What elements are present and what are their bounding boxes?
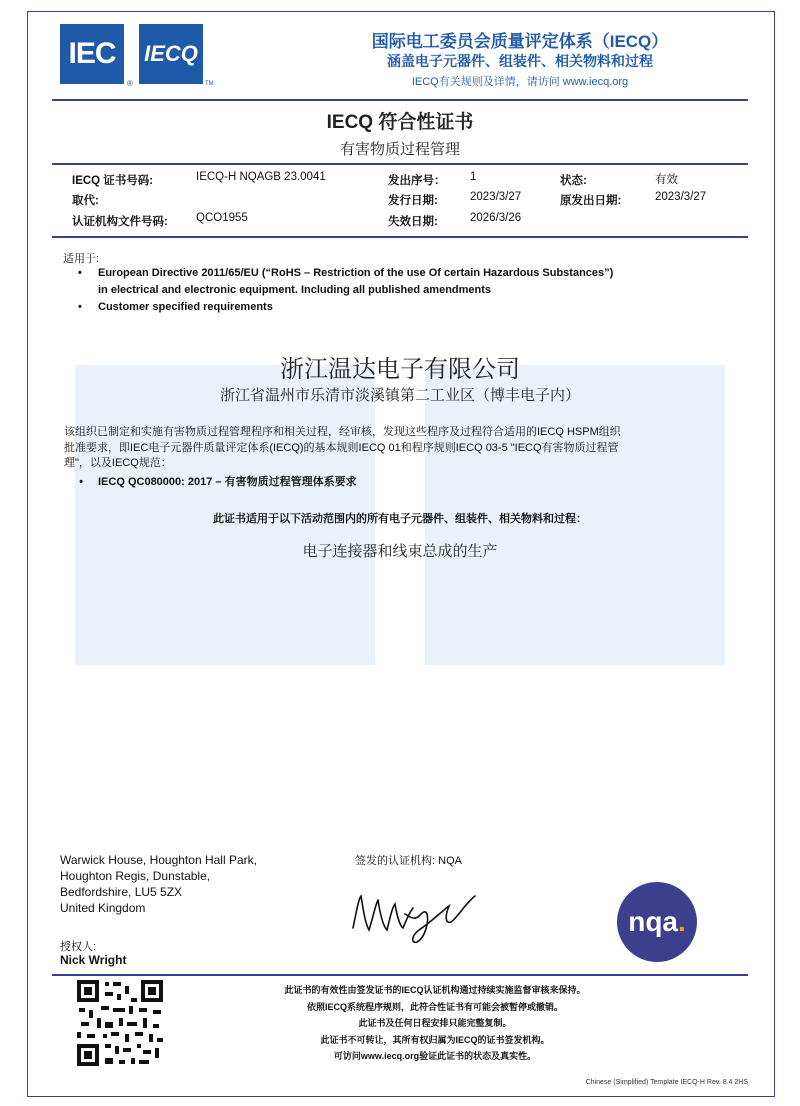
org-url-line[interactable]: IECQ有关规则及详情，请访问 www.iecq.org <box>411 76 629 88</box>
company-address: 浙江省温州市乐清市淡溪镇第二工业区（博丰电子内） <box>219 386 580 404</box>
footer-note: 依照IECQ系统程序规则，此符合性证书有可能会被暂停或撤销。 <box>306 1001 563 1012</box>
status-label: 状态: <box>560 175 587 187</box>
address-line: United Kingdom <box>60 901 146 915</box>
header-divider <box>52 99 748 101</box>
footer-divider <box>52 974 748 976</box>
doc-no-value: QCO1955 <box>196 212 248 224</box>
nqa-logo: nqa . <box>617 882 697 962</box>
template-revision: Chinese (Simplified) Template IECQ-H Rev. 8.4 2HS <box>585 1079 748 1086</box>
signature-image <box>345 878 495 948</box>
issue-no-label: 发出序号： <box>388 175 446 187</box>
statement-line: 该组织已制定和实施有害物质过程管理程序和相关过程，经审核，发现这些程序及过程符合适用的IECQ HSPM组织 <box>64 426 621 438</box>
applies-item-text: Customer specified requirements <box>98 301 273 313</box>
certificate-subtitle: 有害物质过程管理 <box>339 141 460 158</box>
applies-item <box>64 299 754 316</box>
qr-code[interactable] <box>75 978 165 1068</box>
issuing-body-label: 签发的认证机构: <box>355 855 436 867</box>
company-name: 浙江温达电子有限公司 <box>280 355 520 383</box>
issuing-body-name: NQA <box>438 855 462 867</box>
issue-no-value: 1 <box>470 171 477 183</box>
footer-notes <box>235 982 635 1065</box>
expiry-value: 2026/3/26 <box>470 212 522 224</box>
address-line: Houghton Regis, Dunstable, <box>60 869 211 883</box>
meta-divider <box>52 236 748 238</box>
footer-note: 此证书及任何日程安排只能完整复制。 <box>358 1018 512 1028</box>
issue-date-label: 发行日期: <box>388 195 438 207</box>
scope-intro: 此证书适用于以下活动范围内的所有电子元器件、组装件、相关物料和过程： <box>213 513 587 525</box>
nqa-logo-text: nqa <box>628 906 678 937</box>
org-title: 国际电工委员会质量评定体系（IECQ） <box>371 32 669 51</box>
scope-text: 电子连接器和线束总成的生产 <box>302 542 498 560</box>
footer-note: 此证书不可转让，其所有权归属为IECQ的证书签发机构。 <box>320 1034 550 1045</box>
org-subtitle: 涵盖电子元器件、组装件、相关物料和过程 <box>387 53 653 69</box>
trademark-mark: TM <box>205 81 214 87</box>
title-divider <box>52 163 748 165</box>
orig-date-value: 2023/3/27 <box>655 191 707 203</box>
statement-line: 批准要求，即IEC电子元器件质量评定体系(IECQ)的基本规则IECQ 01和程序规则IECQ 03-5 "IECQ有害物质过程管 <box>64 441 619 454</box>
replaces-label: 取代: <box>72 195 99 207</box>
iec-logo: IEC <box>60 24 124 84</box>
issuer-address <box>60 852 257 916</box>
standard-item: • IECQ QC080000: 2017 – 有害物质过程管理体系要求 <box>79 476 357 488</box>
registered-mark: ® <box>127 79 133 88</box>
standard-text: IECQ QC080000: 2017 – 有害物质过程管理体系要求 <box>98 476 357 488</box>
applies-item-line2: in electrical and electronic equipment. Including all published amendments <box>98 284 492 296</box>
issue-date-value: 2023/3/27 <box>470 191 522 203</box>
orig-date-label: 原发出日期: <box>560 195 622 207</box>
footer-note: 此证书的有效性由签发证书的IECQ认证机构通过持续实施监督审核来保持。 <box>284 985 586 995</box>
applies-item <box>64 265 754 299</box>
statement-line: 理"，以及IECQ规范： <box>64 457 172 469</box>
authorized-name: Nick Wright <box>60 953 127 967</box>
cert-no-label: IECQ 证书号码: <box>72 175 154 187</box>
expiry-label: 失效日期: <box>388 216 438 228</box>
cert-no-value: IECQ-H NQAGB 23.0041 <box>196 171 326 183</box>
address-line: Bedfordshire, LU5 5ZX <box>60 885 183 899</box>
applies-item-line1: European Directive 2011/65/EU (“RoHS – Restriction of the use Of certain Hazardous Substances”) <box>98 267 614 279</box>
applies-label: 适用于: <box>63 253 100 265</box>
address-line: Warwick House, Houghton Hall Park, <box>60 853 257 867</box>
footer-note[interactable]: 可访问www.iecq.org验证此证书的状态及真实性。 <box>333 1051 537 1061</box>
doc-no-label: 认证机构文件号码: <box>72 216 168 228</box>
iecq-logo: IECQ <box>139 24 203 84</box>
statement-text <box>64 425 739 472</box>
status-value: 有效 <box>655 174 678 186</box>
applies-list <box>64 265 754 316</box>
certificate-title: IECQ 符合性证书 <box>326 112 474 133</box>
issuing-body <box>355 852 462 868</box>
authorized-label: 授权人: <box>60 941 97 953</box>
